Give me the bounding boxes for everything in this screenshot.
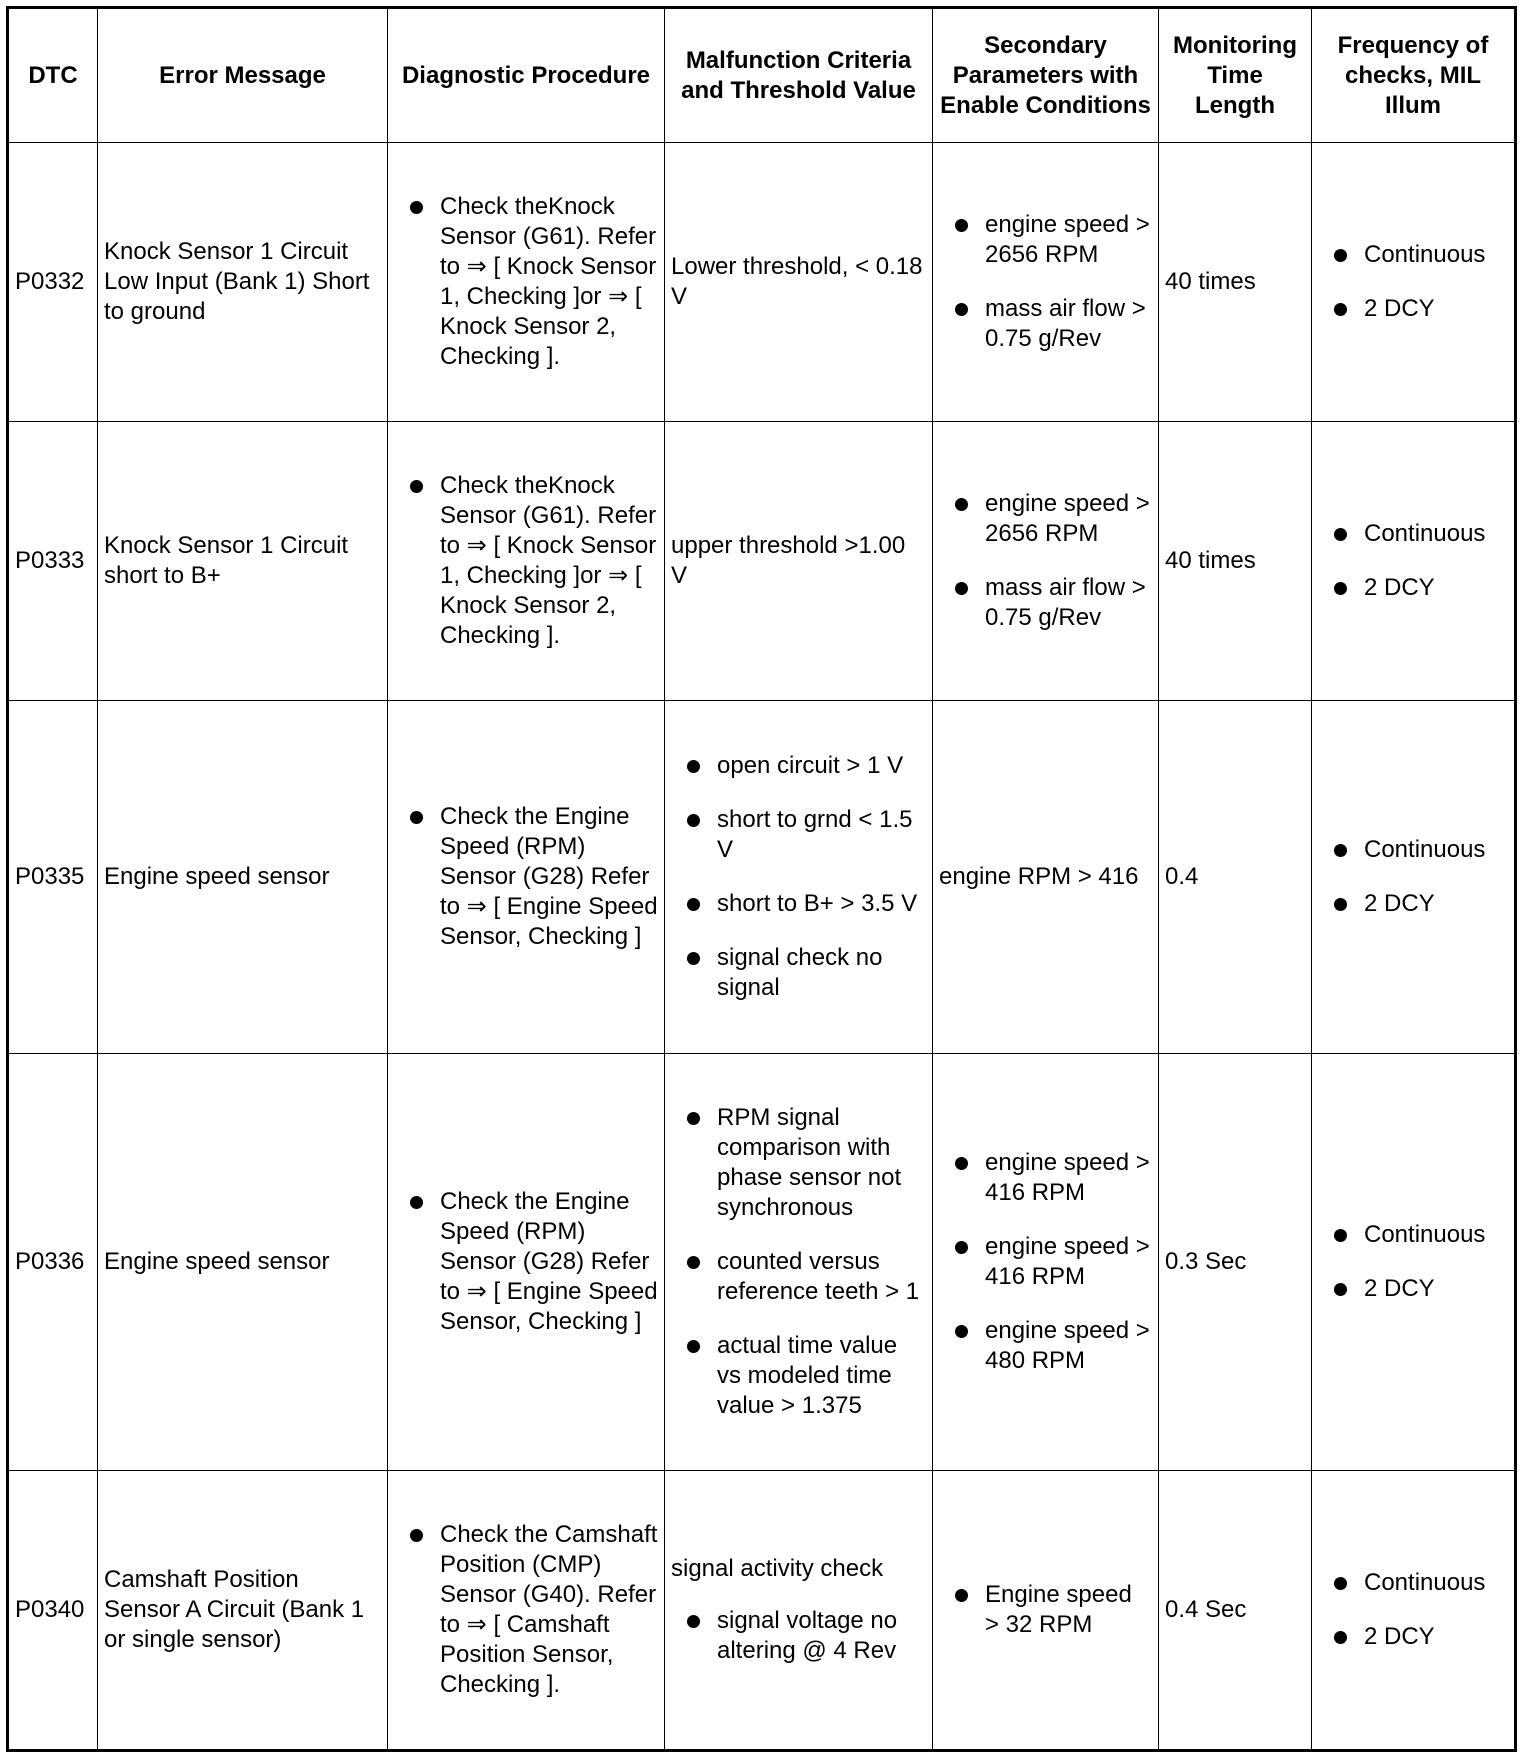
criteria-text: signal activity check (671, 1555, 884, 1582)
list-item: 2 DCY (1318, 573, 1508, 603)
bullet-icon (687, 814, 700, 827)
list-item: Engine speed > 32 RPM (939, 1580, 1152, 1640)
list-item: 2 DCY (1318, 294, 1508, 324)
list-item: 2 DCY (1318, 889, 1508, 919)
list-item: Continuous (1318, 1220, 1508, 1250)
bullet-icon (955, 1241, 968, 1254)
header-row (8, 8, 1516, 143)
bullet-icon (687, 898, 700, 911)
dtc-code: P0335 (8, 701, 98, 1054)
bullet-icon (687, 1112, 700, 1125)
table-row (8, 143, 1516, 422)
bullet-icon (955, 303, 968, 316)
table-row (8, 1054, 1516, 1471)
diagnostic-procedure (388, 1054, 665, 1471)
bullet-icon (1334, 582, 1347, 595)
bullet-icon (1334, 1577, 1347, 1590)
error-message: Engine speed sensor (98, 701, 388, 1054)
error-message: Knock Sensor 1 Circuit short to B+ (98, 422, 388, 701)
table-row (8, 422, 1516, 701)
header-dtc: DTC (8, 8, 98, 143)
bullet-icon (687, 760, 700, 773)
malfunction-criteria (665, 1471, 933, 1751)
bullet-icon (955, 1589, 968, 1602)
monitoring-time: 0.3 Sec (1159, 1054, 1312, 1471)
bullet-icon (687, 952, 700, 965)
list-item: engine speed > 416 RPM (939, 1232, 1152, 1292)
bullet-icon (687, 1340, 700, 1353)
dtc-code: P0333 (8, 422, 98, 701)
diagnostic-procedure (388, 143, 665, 422)
bullet-icon (410, 1529, 423, 1542)
list-item: signal check no signal (671, 943, 926, 1003)
monitoring-time: 40 times (1159, 422, 1312, 701)
bullet-icon (955, 1325, 968, 1338)
list-item: mass air flow > 0.75 g/Rev (939, 294, 1152, 354)
table-row (8, 1471, 1516, 1751)
diagnostic-procedure (388, 701, 665, 1054)
error-message: Knock Sensor 1 Circuit Low Input (Bank 1) Short to ground (98, 143, 388, 422)
dtc-code: P0332 (8, 143, 98, 422)
bullet-icon (1334, 1631, 1347, 1644)
bullet-icon (955, 498, 968, 511)
diagnostic-procedure (388, 422, 665, 701)
bullet-icon (1334, 898, 1347, 911)
list-item: Check the Engine Speed (RPM) Sensor (G28) Refer to ⇒ [ Engine Speed Sensor, Checking ] (394, 802, 658, 952)
frequency (1312, 143, 1516, 422)
monitoring-time: 0.4 (1159, 701, 1312, 1054)
bullet-icon (1334, 249, 1347, 262)
list-item: engine speed > 480 RPM (939, 1316, 1152, 1376)
header-diagnostic-procedure: Diagnostic Procedure (388, 8, 665, 143)
frequency (1312, 422, 1516, 701)
list-item: mass air flow > 0.75 g/Rev (939, 573, 1152, 633)
header-malfunction-criteria: Malfunction Criteria and Threshold Value (665, 8, 933, 143)
diagnostic-procedure (388, 1471, 665, 1751)
malfunction-criteria: Lower threshold, < 0.18 V (665, 143, 933, 422)
header-monitoring-time: Monitoring Time Length (1159, 8, 1312, 143)
bullet-icon (410, 1196, 423, 1209)
list-item: engine speed > 416 RPM (939, 1148, 1152, 1208)
bullet-icon (410, 201, 423, 214)
list-item: actual time value vs modeled time value > 1.375 (671, 1331, 926, 1421)
list-item: Check theKnock Sensor (G61). Refer to ⇒ [ Knock Sensor 1, Checking ]or ⇒ [ Knock Sensor 2, Checking ]. (394, 192, 658, 372)
bullet-icon (410, 480, 423, 493)
list-item: Check the Camshaft Position (CMP) Sensor (G40). Refer to ⇒ [ Camshaft Position Sensor, Checking ]. (394, 1520, 658, 1700)
bullet-icon (1334, 303, 1347, 316)
list-item: Check the Engine Speed (RPM) Sensor (G28) Refer to ⇒ [ Engine Speed Sensor, Checking ] (394, 1187, 658, 1337)
frequency (1312, 1471, 1516, 1751)
list-item: RPM signal comparison with phase sensor not synchronous (671, 1103, 926, 1223)
bullet-icon (687, 1256, 700, 1269)
malfunction-criteria (665, 701, 933, 1054)
header-secondary-parameters: Secondary Parameters with Enable Conditions (933, 8, 1159, 143)
malfunction-criteria: upper threshold >1.00 V (665, 422, 933, 701)
dtc-code: P0336 (8, 1054, 98, 1471)
frequency (1312, 1054, 1516, 1471)
header-error-message: Error Message (98, 8, 388, 143)
secondary-parameters: engine RPM > 416 (933, 701, 1159, 1054)
bullet-icon (1334, 844, 1347, 857)
error-message: Engine speed sensor (98, 1054, 388, 1471)
bullet-icon (1334, 528, 1347, 541)
list-item: Continuous (1318, 835, 1508, 865)
list-item: signal voltage no altering @ 4 Rev (671, 1606, 926, 1666)
frequency (1312, 701, 1516, 1054)
list-item: open circuit > 1 V (671, 751, 926, 781)
dtc-table (6, 6, 1517, 1752)
bullet-icon (955, 582, 968, 595)
table-row (8, 701, 1516, 1054)
secondary-parameters (933, 143, 1159, 422)
error-message: Camshaft Position Sensor A Circuit (Bank 1 or single sensor) (98, 1471, 388, 1751)
secondary-parameters (933, 1471, 1159, 1751)
malfunction-criteria (665, 1054, 933, 1471)
bullet-icon (1334, 1283, 1347, 1296)
bullet-icon (687, 1615, 700, 1628)
dtc-code: P0340 (8, 1471, 98, 1751)
secondary-parameters (933, 422, 1159, 701)
list-item: Continuous (1318, 240, 1508, 270)
list-item: engine speed > 2656 RPM (939, 489, 1152, 549)
monitoring-time: 40 times (1159, 143, 1312, 422)
list-item: short to B+ > 3.5 V (671, 889, 926, 919)
bullet-icon (955, 219, 968, 232)
list-item: Check theKnock Sensor (G61). Refer to ⇒ [ Knock Sensor 1, Checking ]or ⇒ [ Knock Sensor 2, Checking ]. (394, 471, 658, 651)
header-frequency: Frequency of checks, MIL Illum (1312, 8, 1516, 143)
list-item: 2 DCY (1318, 1274, 1508, 1304)
list-item: engine speed > 2656 RPM (939, 210, 1152, 270)
bullet-icon (410, 811, 423, 824)
monitoring-time: 0.4 Sec (1159, 1471, 1312, 1751)
bullet-icon (1334, 1229, 1347, 1242)
bullet-icon (955, 1157, 968, 1170)
secondary-parameters (933, 1054, 1159, 1471)
list-item: 2 DCY (1318, 1622, 1508, 1652)
list-item: short to grnd < 1.5 V (671, 805, 926, 865)
list-item: Continuous (1318, 519, 1508, 549)
list-item: Continuous (1318, 1568, 1508, 1598)
list-item: counted versus reference teeth > 1 (671, 1247, 926, 1307)
